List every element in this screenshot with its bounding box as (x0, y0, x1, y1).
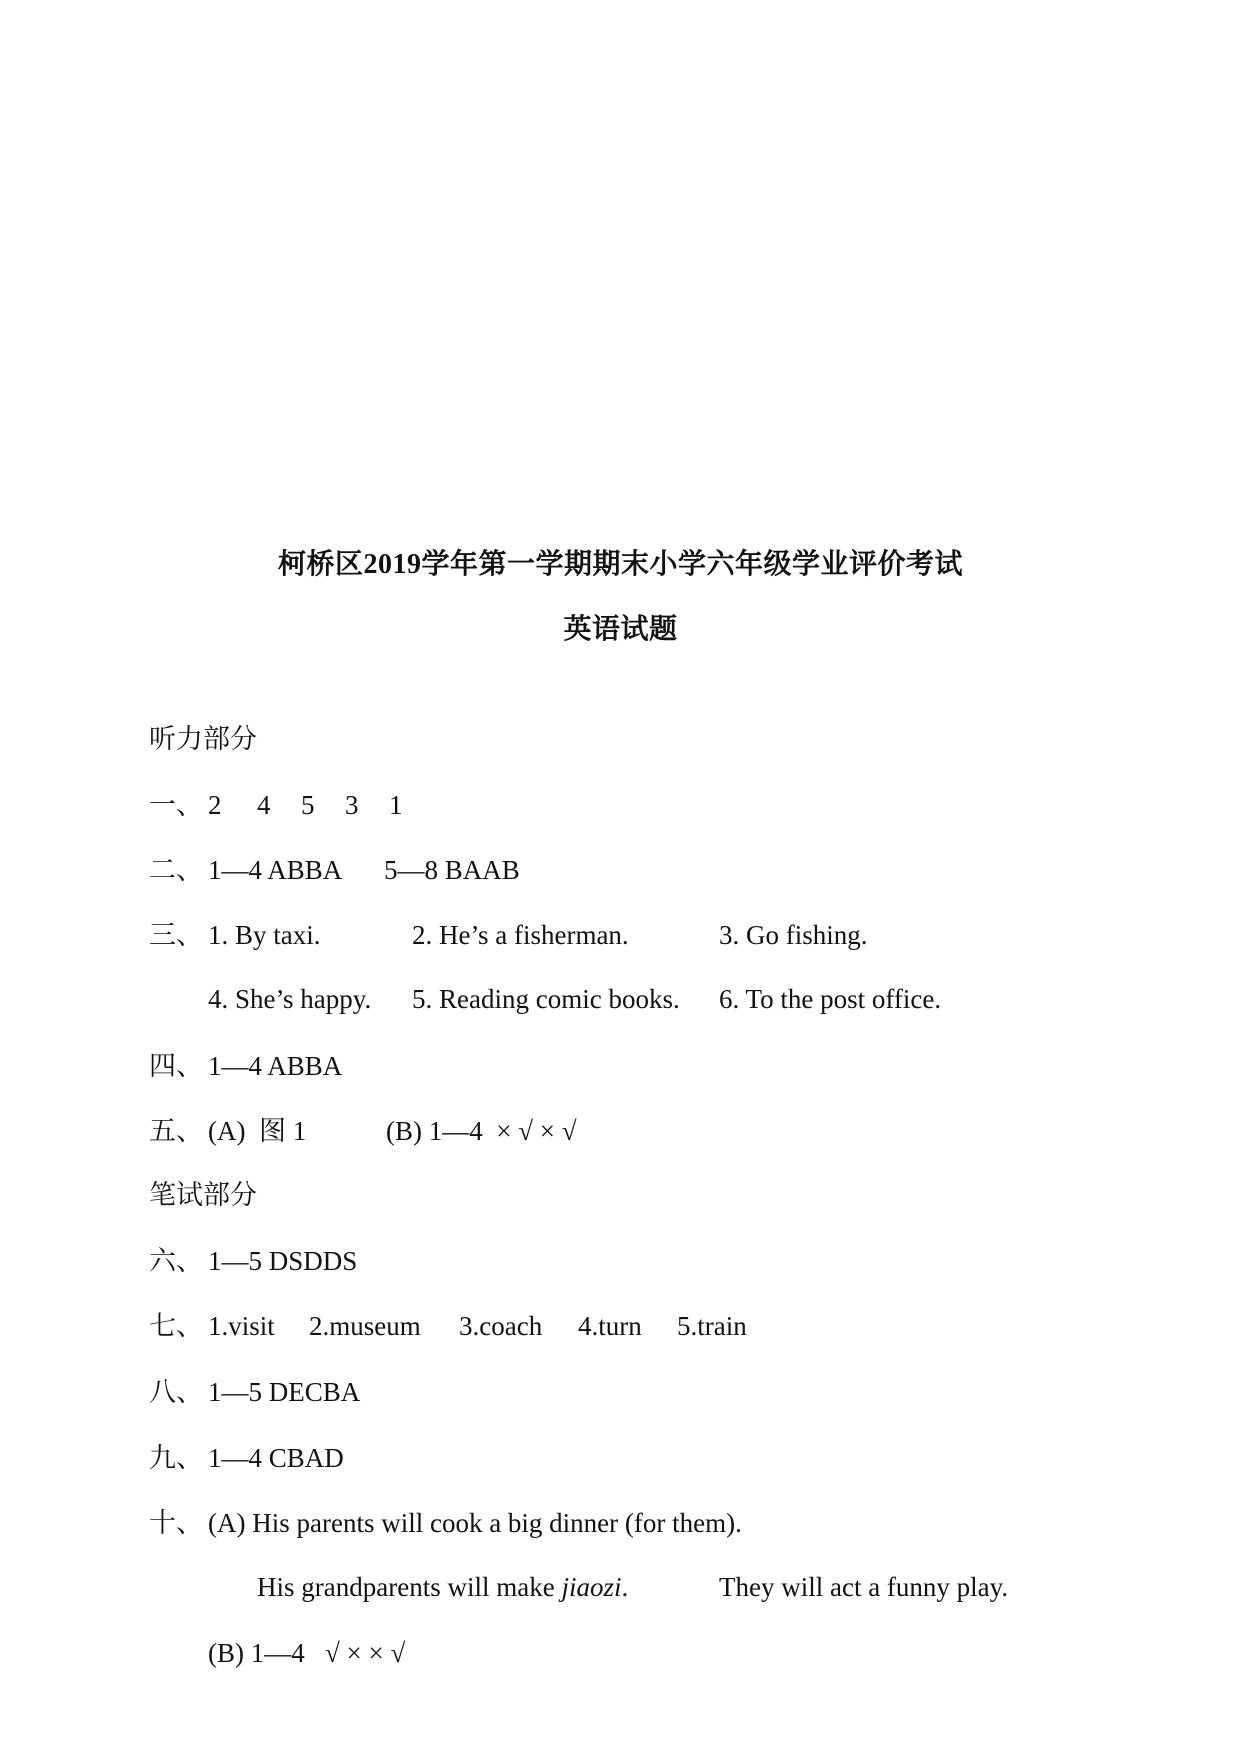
q9-label: 九、 (149, 1443, 203, 1473)
q3-answer: 4. She’s happy. (208, 984, 372, 1014)
document-title: 柯桥区2019学年第一学期期末小学六年级学业评价考试 (277, 549, 963, 580)
q3-answer: 6. To the post office. (719, 984, 942, 1014)
q6-answer: 1—5 DSDDS (208, 1246, 358, 1276)
q9-answer: 1—4 CBAD (208, 1443, 344, 1473)
q2-answer: 5—8 BAAB (384, 855, 520, 885)
q1-answer: 4 (257, 790, 271, 820)
q7-label: 七、 (149, 1311, 203, 1341)
listening-heading: 听力部分 (149, 724, 257, 754)
q5-part-a: (A) 图 1 (208, 1116, 307, 1146)
q10-part-a-line3: They will act a funny play. (719, 1572, 1009, 1602)
writing-heading: 笔试部分 (149, 1180, 257, 1210)
q6-label: 六、 (149, 1246, 203, 1276)
q3-answer: 3. Go fishing. (719, 920, 868, 950)
q5-part-b: (B) 1—4 × √ × √ (386, 1116, 577, 1146)
q1-answer: 1 (389, 790, 403, 820)
q5-label: 五、 (149, 1116, 203, 1146)
q1-answer: 5 (301, 790, 315, 820)
q10-a2-italic: jiaozi (561, 1572, 622, 1602)
document-subtitle: 英语试题 (563, 614, 678, 645)
q8-label: 八、 (149, 1377, 203, 1407)
q3-answer: 1. By taxi. (208, 920, 321, 950)
q3-label: 三、 (149, 920, 203, 950)
q3-answer: 5. Reading comic books. (412, 984, 680, 1014)
q1-label: 一、 (149, 790, 203, 820)
q7-answer: 2.museum (309, 1311, 421, 1341)
q1-answer: 3 (345, 790, 359, 820)
q7-answer: 1.visit (208, 1311, 275, 1341)
q10-part-b: (B) 1—4 √ × × √ (208, 1638, 406, 1668)
q10-label: 十、 (149, 1508, 203, 1538)
q2-answer: 1—4 ABBA (208, 855, 343, 885)
q10-a2-end: . (621, 1572, 629, 1602)
q2-label: 二、 (149, 855, 203, 885)
q4-label: 四、 (149, 1051, 203, 1081)
q7-answer: 3.coach (459, 1311, 543, 1341)
q3-answer: 2. He’s a fisherman. (412, 920, 629, 950)
q10-part-a: (A) His parents will cook a big dinner (for them). (208, 1508, 742, 1538)
q10-part-a-line2 (257, 1571, 628, 1603)
q1-answer: 2 (208, 790, 222, 820)
q4-answer: 1—4 ABBA (208, 1051, 343, 1081)
q7-answer: 5.train (677, 1311, 747, 1341)
q10-a2-text: His grandparents will make (257, 1572, 562, 1602)
q7-answer: 4.turn (578, 1311, 642, 1341)
q8-answer: 1—5 DECBA (208, 1377, 361, 1407)
